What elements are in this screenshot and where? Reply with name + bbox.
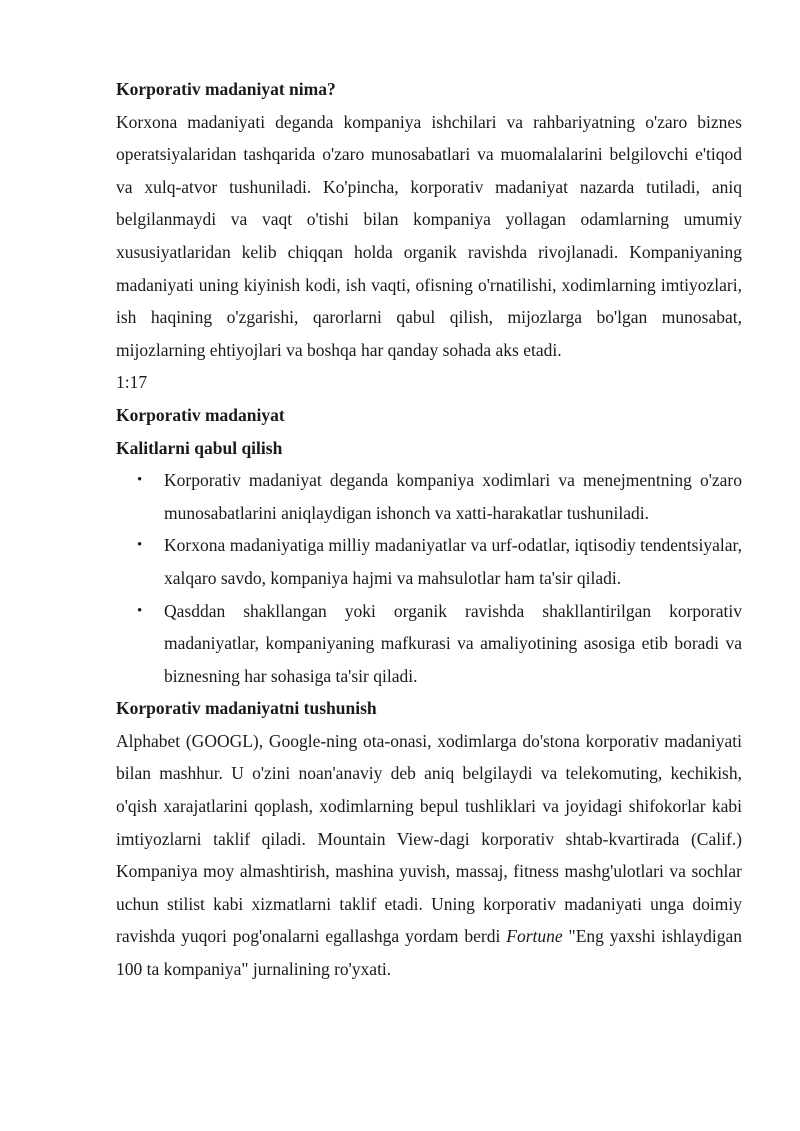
- bullet-icon: •: [137, 472, 143, 489]
- document-page: [116, 73, 742, 986]
- list-item-text: Qasddan shakllangan yoki organik ravishda shakllantirilgan korporativ madaniyatlar, kompaniyaning mafkurasi va amaliyotining asosiga etib boradi va biznesning har sohasiga ta'sir qiladi.: [164, 600, 742, 686]
- paragraph-text: "Eng yaxshi ishlaydigan 100 ta kompaniya" jurnalining ro'yxati.: [116, 926, 743, 980]
- list-item-text: Korporativ madaniyat deganda kompaniya xodimlari va menejmentning o'zaro munosabatlarini aniqlaydigan ishonch va xatti-harakatlar tushuniladi.: [164, 470, 742, 523]
- section-heading: Korporativ madaniyat nima?: [116, 79, 336, 99]
- bullet-icon: •: [137, 537, 143, 554]
- body-paragraph: [116, 725, 742, 986]
- section-subheading: Kalitlarni qabul qilish: [116, 437, 283, 458]
- bullet-icon: •: [137, 602, 143, 619]
- key-takeaways-list: [116, 464, 742, 692]
- section-heading: Korporativ madaniyat: [116, 404, 285, 425]
- list-item: [116, 595, 742, 693]
- publication-title: Fortune: [506, 926, 563, 947]
- list-item-text: Korxona madaniyatiga milliy madaniyatlar va urf-odatlar, iqtisodiy tendentsiyalar, xalqaro savdo, kompaniya hajmi va mahsulotlar ham ta'sir qiladi.: [164, 535, 742, 588]
- list-item: [116, 529, 742, 594]
- list-item: [116, 464, 742, 529]
- paragraph-text: Alphabet (GOOGL), Google-ning ota-onasi, xodimlarga do'stona korporativ madaniyati bilan mashhur. U o'zini noan'anaviy deb aniq belgilaydi va telekomuting, kechikish, o'qish xarajatlarini qoplash, xodimlarning bepul tushliklari va joyidagi shifokorlar kabi imtiyozlarni taklif qiladi. Mountain View-dagi korporativ shtab-kvartirada (Calif.) Kompaniya moy almashtirish, mashina yuvish, massaj, fitness mashg'ulotlari va sochlar uchun stilist kabi xizmatlarni taklif etadi. Uning korporativ madaniyati unga doimiy ravishda yuqori pog'onalarni egallashga yordam berdi: [116, 730, 742, 947]
- body-paragraph: Korxona madaniyati deganda kompaniya ishchilari va rahbariyatning o'zaro biznes operatsiyalaridan tashqarida o'zaro munosabatlari va muomalalarini belgilovchi e'tiqod va xulq-atvor tushuniladi. Ko'pincha, korporativ madaniyat nazarda tutiladi, aniq belgilanmaydi va vaqt o'tishi bilan kompaniya yollagan odamlarning umumiy xususiyatlaridan kelib chiqqan holda organik ravishda rivojlanadi. Kompaniyaning madaniyati uning kiyinish kodi, ish vaqti, ofisning o'rnatilishi, xodimlarning imtiyozlari, ish haqining o'zgarishi, qarorlarni qabul qilish, mijozlarga bo'lgan munosabat, mijozlarning ehtiyojlari va boshqa har qanday sohada aks etadi.: [116, 111, 742, 360]
- section-heading: Korporativ madaniyatni tushunish: [116, 698, 377, 719]
- timestamp-text: 1:17: [116, 372, 148, 393]
